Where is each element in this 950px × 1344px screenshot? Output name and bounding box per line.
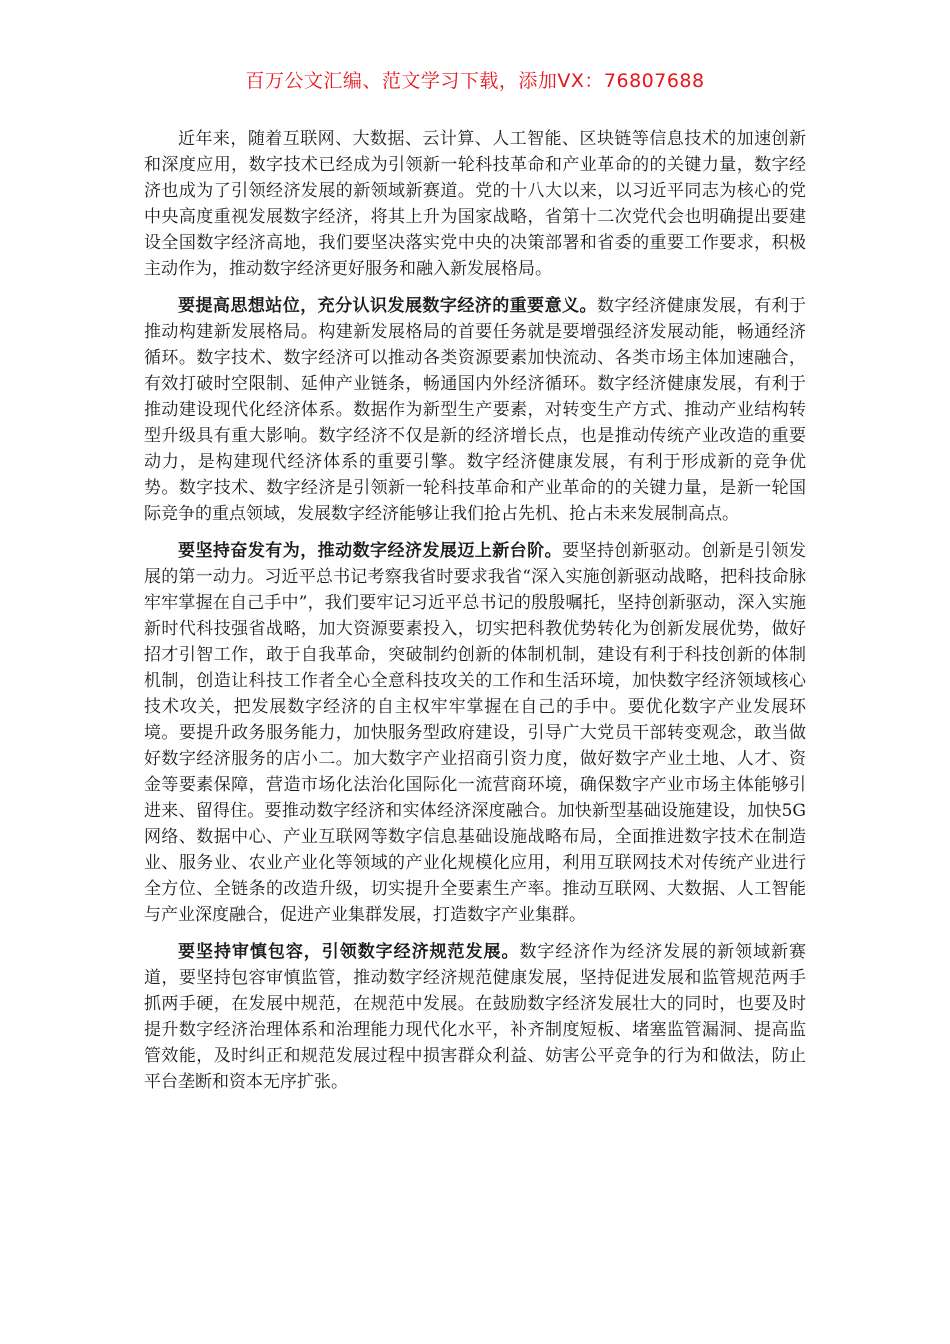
- paragraph-text: 要坚持创新驱动。创新是引领发展的第一动力。习近平总书记考察我省时要求我省“深入实施创新驱动战略，把科技命脉牢牢掌握在自己手中”，我们要牢记习近平总书记的殷殷嘱托，坚持创新驱动，深入实施新时代科技强省战略，加大资源要素投入，切实把科教优势转化为创新发展优势，做好招才引智工作，敢于自我革命，突破制约创新的体制机制，建设有利于科技创新的体制机制，创造让科技工作者全心全意科技攻关的工作和生活环境，加快数字经济领域核心技术攻关，把发展数字经济的自主权牢牢掌握在自己的手中。要优化数字产业发展环境。要提升政务服务能力，加快服务型政府建设，引导广大党员干部转变观念，敢当做好数字经济服务的店小二。加大数字产业招商引资力度，做好数字产业土地、人才、资金等要素保障，营造市场化法治化国际化一流营商环境，确保数字产业市场主体能够引进来、留得住。要推动数字经济和实体经济深度融合。加快新型基础设施建设，加快5G网络、数据中心、产业互联网等数字信息基础设施战略布局，全面推进数字技术在制造业、服务业、农业产业化等领域的产业化规模化应用，利用互联网技术对传统产业进行全方位、全链条的改造升级，切实提升全要素生产率。推动互联网、大数据、人工智能与产业深度融合，促进产业集群发展，打造数字产业集群。: [144, 541, 807, 925]
- page-header-watermark: 百万公文汇编、范文学习下载，添加VX：76807688: [245, 70, 705, 92]
- paragraph-text: 数字经济作为经济发展的新领域新赛道，要坚持包容审慎监管，推动数字经济规范健康发展，坚持促进发展和监管规范两手抓两手硬，在发展中规范，在规范中发展。在鼓励数字经济发展壮大的同时，也要及时提升数字经济治理体系和治理能力现代化水平，补齐制度短板、堵塞监管漏洞、提高监管效能，及时纠正和规范发展过程中损害群众利益、妨害公平竞争的行为和做法，防止平台垄断和资本无序扩张。: [144, 942, 807, 1092]
- paragraph-regulation: [144, 939, 806, 1095]
- paragraph-text: 数字经济健康发展，有利于推动构建新发展格局。构建新发展格局的首要任务就是要增强经济发展动能，畅通经济循环。数字技术、数字经济可以推动各类资源要素加快流动、各类市场主体加速融合，有效打破时空限制、延伸产业链条，畅通国内外经济循环。数字经济健康发展，有利于推动建设现代化经济体系。数据作为新型生产要素，对转变生产方式、推动产业结构转型升级具有重大影响。数字经济不仅是新的经济增长点，也是推动传统产业改造的重要动力，是构建现代经济体系的重要引擎。数字经济健康发展，有利于形成新的竞争优势。数字技术、数字经济是引领新一轮科技革命和产业革命的的关键力量，是新一轮国际竞争的重点领域，发展数字经济能够让我们抢占先机、抢占未来发展制高点。: [144, 296, 807, 524]
- paragraph-significance: [144, 293, 806, 527]
- paragraph-development: [144, 538, 806, 928]
- document-body: [144, 126, 806, 1106]
- paragraph-lead: 要坚持奋发有为，推动数字经济发展迈上新台阶。: [178, 541, 563, 561]
- paragraph-lead: 要提高思想站位，充分认识发展数字经济的重要意义。: [178, 296, 597, 316]
- paragraph-text: 近年来，随着互联网、大数据、云计算、人工智能、区块链等信息技术的加速创新和深度应用，数字技术已经成为引领新一轮科技革命和产业革命的的关键力量，数字经济也成为了引领经济发展的新领域新赛道。党的十八大以来，以习近平同志为核心的党中央高度重视发展数字经济，将其上升为国家战略，省第十二次党代会也明确提出要建设全国数字经济高地，我们要坚决落实党中央的决策部署和省委的重要工作要求，积极主动作为，推动数字经济更好服务和融入新发展格局。: [144, 129, 806, 279]
- paragraph-intro: [144, 126, 806, 282]
- paragraph-lead: 要坚持审慎包容，引领数字经济规范发展。: [178, 942, 520, 962]
